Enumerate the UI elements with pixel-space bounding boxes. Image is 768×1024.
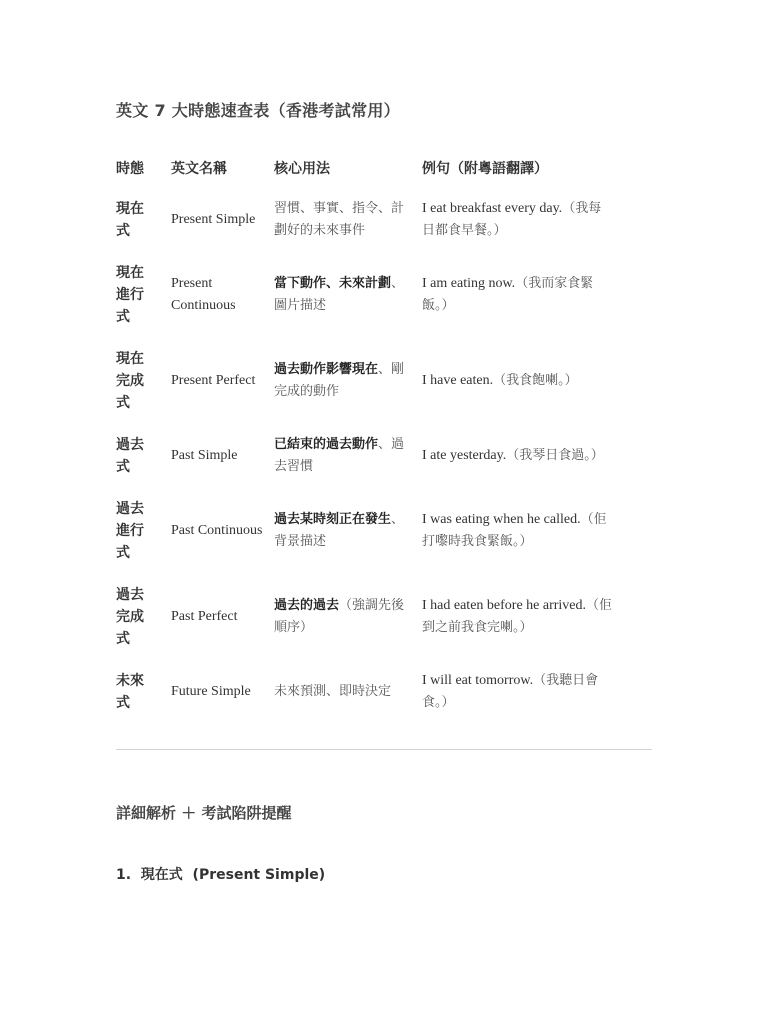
- table-row: [108, 574, 614, 660]
- usage-cell: [274, 273, 414, 317]
- table-row: [108, 488, 614, 574]
- tense-cell: 過去式: [116, 437, 144, 475]
- usage-cell: [274, 434, 414, 478]
- example-cell: [422, 445, 614, 467]
- example-cell: [422, 370, 614, 392]
- usage-bold: 已結束的過去動作: [274, 437, 379, 452]
- usage-cell: [274, 509, 414, 553]
- example-cantonese: （我聽日會食。）: [422, 673, 599, 710]
- tense-cell: 過去進行式: [116, 501, 144, 561]
- usage-rest: 、過去習慣: [274, 437, 405, 474]
- example-english: I have eaten.: [422, 373, 494, 388]
- english-name-cell: Present Continuous: [171, 276, 236, 313]
- header-core-usage: 核心用法: [274, 161, 330, 177]
- header-example: 例句（附粵語翻譯）: [422, 161, 548, 177]
- tense-cell: 現在進行式: [116, 265, 144, 325]
- usage-cell: [274, 359, 414, 403]
- table-row: [108, 660, 614, 724]
- usage-rest: 習慣、事實、指令、計劃好的未來事件: [274, 201, 405, 238]
- example-cantonese: （我每日都食早餐。）: [422, 201, 602, 238]
- example-cell: [422, 670, 614, 714]
- usage-bold: 過去的過去: [274, 598, 340, 613]
- document-title: 英文 7 大時態速查表（香港考試常用）: [116, 101, 400, 120]
- example-english: I ate yesterday.: [422, 448, 507, 463]
- table-header-row: [108, 148, 614, 188]
- example-cantonese: （佢到之前我食完喇。）: [422, 598, 613, 635]
- usage-cell: [274, 198, 414, 242]
- header-tense: 時態: [116, 161, 144, 177]
- usage-rest: （強調先後順序）: [274, 598, 405, 635]
- english-name-cell: Future Simple: [171, 684, 251, 699]
- usage-rest: 、圖片描述: [274, 276, 405, 313]
- example-english: I will eat tomorrow.: [422, 673, 534, 688]
- table-row: [108, 424, 614, 488]
- example-cell: [422, 509, 614, 553]
- table-row: [108, 252, 614, 338]
- tense-cell: 現在完成式: [116, 351, 144, 411]
- tense-reference-table: [108, 148, 614, 724]
- usage-rest: 、剛完成的動作: [274, 362, 405, 399]
- tense-cell: 過去完成式: [116, 587, 144, 647]
- example-cell: [422, 198, 614, 242]
- example-cell: [422, 595, 614, 639]
- usage-cell: [274, 681, 414, 703]
- example-cantonese: （我琴日食過。）: [506, 448, 604, 463]
- usage-rest: 未來預測、即時決定: [274, 684, 392, 699]
- example-english: I was eating when he called.: [422, 512, 581, 527]
- example-cantonese: （我而家食緊飯。）: [422, 276, 594, 313]
- english-name-cell: Present Perfect: [171, 373, 256, 388]
- tense-cell: 未來式: [116, 673, 144, 711]
- usage-bold: 過去某時刻正在發生: [274, 512, 392, 527]
- section-divider: [116, 749, 652, 750]
- english-name-cell: Present Simple: [171, 212, 256, 227]
- subsection-heading: 1. 現在式 (Present Simple): [116, 867, 326, 883]
- example-english: I eat breakfast every day.: [422, 201, 563, 216]
- usage-cell: [274, 595, 414, 639]
- english-name-cell: Past Simple: [171, 448, 238, 463]
- usage-rest: 、背景描述: [274, 512, 405, 549]
- table-row: [108, 338, 614, 424]
- example-cantonese: （我食飽喇。）: [493, 373, 578, 388]
- table-row: [108, 188, 614, 252]
- example-english: I am eating now.: [422, 276, 516, 291]
- usage-bold: 當下動作、未來計劃: [274, 276, 392, 291]
- section-heading: 詳細解析 ＋ 考試陷阱提醒: [116, 804, 292, 822]
- example-cantonese: （佢打嚟時我食緊飯。）: [422, 512, 607, 549]
- header-english-name: 英文名稱: [171, 161, 227, 177]
- english-name-cell: Past Continuous: [171, 523, 263, 538]
- tense-cell: 現在式: [116, 201, 144, 239]
- usage-bold: 過去動作影響現在: [274, 362, 379, 377]
- example-cell: [422, 273, 614, 317]
- english-name-cell: Past Perfect: [171, 609, 238, 624]
- example-english: I had eaten before he arrived.: [422, 598, 587, 613]
